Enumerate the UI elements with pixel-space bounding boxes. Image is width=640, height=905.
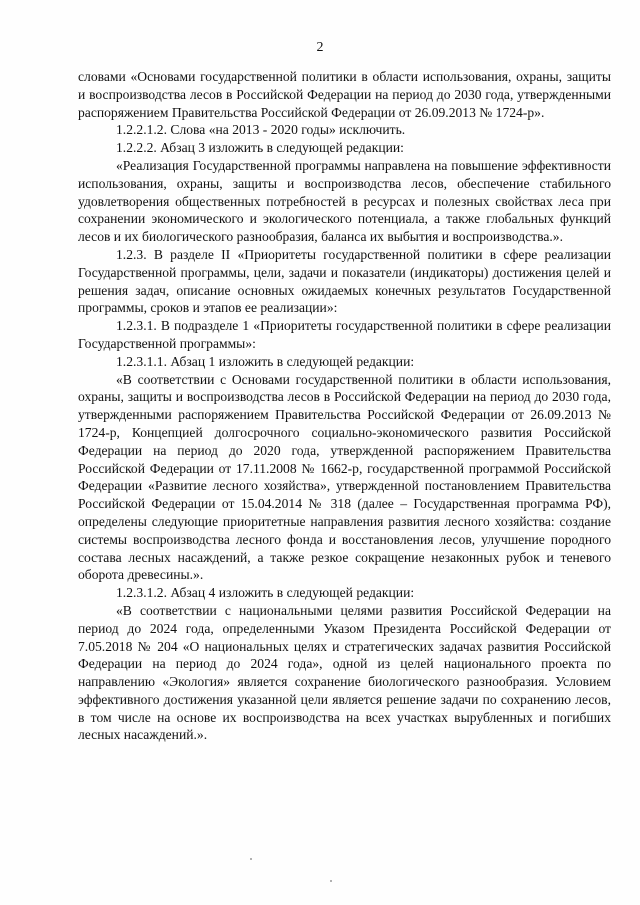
paragraph-1-2-2-1-2: 1.2.2.1.2. Слова «на 2013 - 2020 годы» исключить. — [116, 122, 406, 138]
paragraph-quote-state-policy: «В соответствии с Основами государственной политики в области использования, охраны, защиты и воспроизводства лесов в Российской Федерации на период до 2030 года, утвержденными распоряжением Правительства Российской Федерации от 26.09.2013 № 1724-р, Концепцией долгосрочного социально-экономического развития Российской Федерации на период до 2020 года, утвержденной распоряжением Правительства Российской Федерации от 17.11.2008 № 1662-р, государственной программой Российской Федерации «Развитие лесного хозяйства», утвержденной постановлением Правительства Российской Федерации от 15.04.2014 № 318 (далее – Государственная программа РФ), определены следующие приоритетные направления развития лесного хозяйства: создание системы воспроизводства лесного фонда и восстановления лесов, улучшение породного состава лесных насаждений, а также резкое сокращение незаконных рубок и теневого оборота древесины.». — [78, 371, 611, 583]
scan-artifact-dot — [250, 858, 252, 860]
paragraph-quote-national-goals: «В соответствии с национальными целями развития Российской Федерации на период до 2024 года, определенными Указом Президента Российской Федерации от 7.05.2018 № 204 «О национальных целях и стратегических задачах развития Российской Федерации на период до 2024 года», одной из целей национального проекта по направлению «Экология» является сохранение биологического разнообразия. Условием эффективного достижения указанной цели является решение задачи по сохранению лесов, в том числе на основе их воспроизводства на всех участках вырубленных и погибших лесных насаждений.». — [78, 602, 611, 743]
paragraph-quote-program-realization: «Реализация Государственной программы направлена на повышение эффективности использования, охраны, защиты и воспроизводства лесов, обеспечение стабильного удовлетворения общественных потребностей в ресурсах и полезных свойствах леса при сохранении экономического и экологического потенциала, а также глобальных функций лесов и их биологического разнообразия, баланса их выбытия и воспроизводства.». — [78, 157, 611, 245]
page-number: 2 — [316, 40, 324, 55]
paragraph-1-2-3-1-2: 1.2.3.1.2. Абзац 4 изложить в следующей редакции: — [116, 585, 415, 601]
document-body — [78, 68, 611, 744]
scan-artifact-dot — [330, 880, 332, 882]
paragraph-1-2-3-1-1: 1.2.3.1.1. Абзац 1 изложить в следующей редакции: — [116, 353, 415, 369]
paragraph-continuation: словами «Основами государственной политики в области использования, охраны, защиты и воспроизводства лесов в Российской Федерации на период до 2030 года, утвержденными распоряжением Правительства Российской Федерации от 26.09.2013 № 1724-р». — [78, 69, 611, 120]
paragraph-1-2-3: 1.2.3. В разделе II «Приоритеты государственной политики в сфере реализации Государственной программы, цели, задачи и показатели (индикаторы) достижения целей и решения задач, описание основных ожидаемых конечных результатов Государственной программы, сроков и этапов ее реализации»: — [78, 246, 611, 316]
paragraph-1-2-3-1: 1.2.3.1. В подразделе 1 «Приоритеты государственной политики в сфере реализации Государственной программы»: — [78, 318, 611, 351]
paragraph-1-2-2-2: 1.2.2.2. Абзац 3 изложить в следующей редакции: — [116, 140, 404, 156]
